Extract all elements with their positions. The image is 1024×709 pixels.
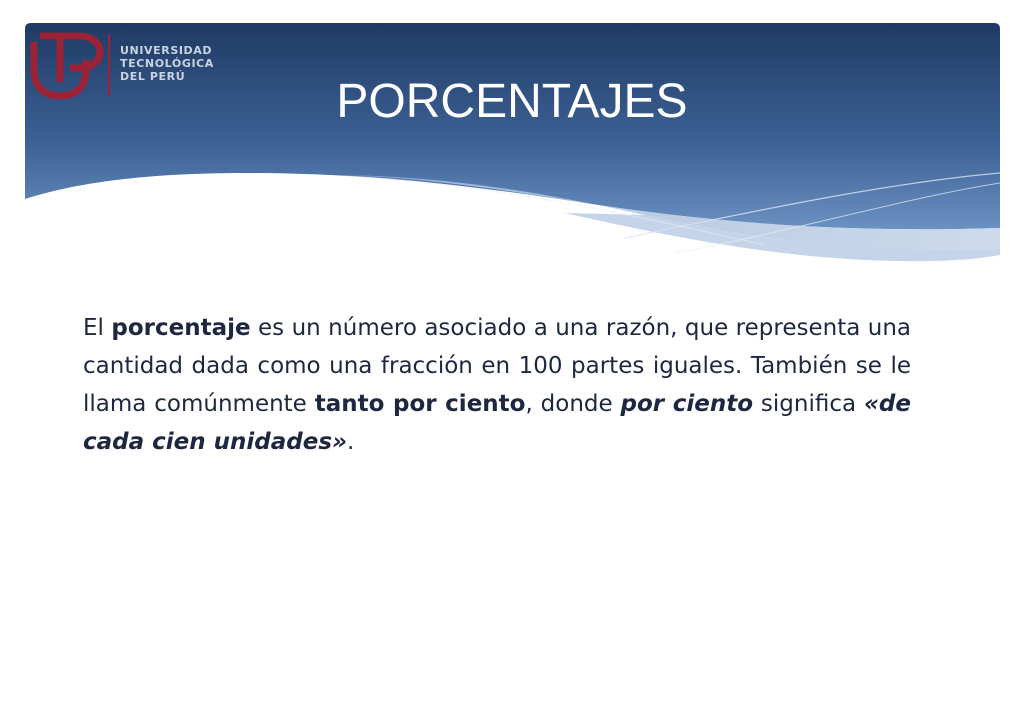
logo-line-1: UNIVERSIDAD [120,44,213,57]
term-de-cada-cien-unidades: «de cada cien unidades» [83,391,911,455]
logo-line-2: TECNOLÓGICA [120,57,214,70]
term-por-ciento: por ciento [620,391,754,417]
definition-paragraph [83,309,911,461]
text-segment: El [83,315,112,341]
text-segment: significa [753,391,864,417]
logo-line-3: DEL PERÚ [120,70,186,83]
text-segment: . [346,429,355,455]
text-segment: es un número asociado a una razón, que representa una cantidad dada como una fracción en 100 partes iguales. También se le llama comúnmente [83,315,911,417]
term-tanto-por-ciento: tanto por ciento [314,391,526,417]
term-porcentaje: porcentaje [111,315,251,341]
text-segment: , donde [525,391,621,417]
slide-title: PORCENTAJES [336,75,688,128]
